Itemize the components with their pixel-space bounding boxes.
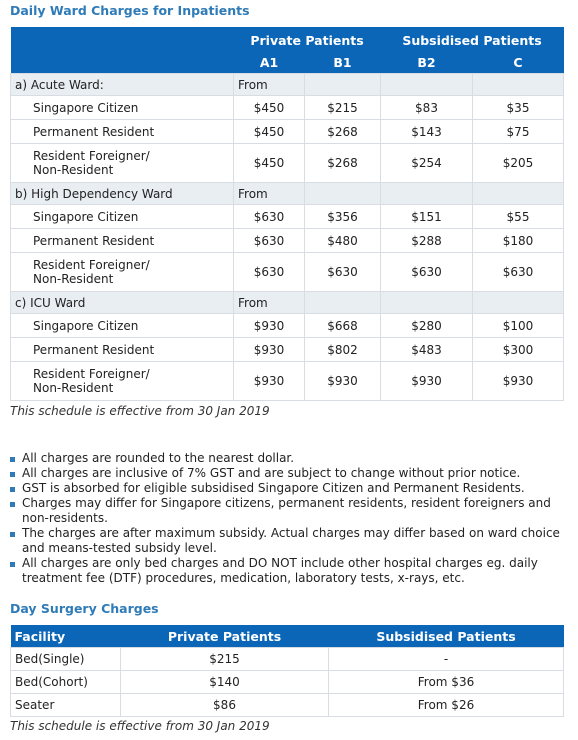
row-label: Permanent Resident (11, 338, 234, 362)
group-label: c) ICU Ward (11, 292, 234, 314)
square-bullet-icon (10, 472, 15, 477)
cell-subsidised: From $26 (329, 694, 564, 717)
table-row (11, 314, 564, 338)
table-row (11, 671, 564, 694)
row-label-line2: Non-Resident (33, 163, 114, 177)
row-label (11, 144, 234, 183)
group-label: a) Acute Ward: (11, 74, 234, 96)
cell-a1: $930 (234, 314, 305, 338)
list-item (10, 481, 570, 496)
square-bullet-icon (10, 532, 15, 537)
cell-a1: $930 (234, 362, 305, 401)
list-item (10, 526, 570, 556)
cell-facility: Bed(Single) (11, 648, 121, 671)
row-label: Singapore Citizen (11, 314, 234, 338)
row-label-line2: Non-Resident (33, 272, 114, 286)
cell-private: $86 (121, 694, 329, 717)
header-blank (11, 27, 234, 51)
note-text: All charges are rounded to the nearest dollar. (22, 451, 295, 465)
cell-b2: $254 (381, 144, 473, 183)
cell-private: $140 (121, 671, 329, 694)
group-row-high-dependency-ward (11, 183, 564, 205)
square-bullet-icon (10, 502, 15, 507)
cell-c: $630 (473, 253, 564, 292)
header-subsidised-patients: Subsidised Patients (402, 32, 542, 48)
group-from: From (234, 183, 305, 205)
cell-b1: $268 (305, 120, 381, 144)
cell-a1: $450 (234, 144, 305, 183)
notes-list (10, 451, 570, 586)
cell-b1: $356 (305, 205, 381, 229)
cell-a1: $930 (234, 338, 305, 362)
list-item (10, 496, 570, 526)
cell-a1: $630 (234, 253, 305, 292)
header-facility: Facility (14, 628, 66, 644)
row-label: Singapore Citizen (11, 205, 234, 229)
cell-c: $300 (473, 338, 564, 362)
cell-b1: $268 (305, 144, 381, 183)
square-bullet-icon (10, 562, 15, 567)
row-label-line2: Non-Resident (33, 381, 114, 395)
day-surgery-effective-date-note: This schedule is effective from 30 Jan 2019 (10, 719, 270, 733)
cell-facility: Seater (11, 694, 121, 717)
table-row (11, 694, 564, 717)
header-private-patients: Private Patients (250, 32, 364, 48)
table-row (11, 338, 564, 362)
header-class-c: C (513, 54, 523, 70)
group-row-acute-ward (11, 74, 564, 96)
day-surgery-title: Day Surgery Charges (10, 601, 159, 616)
cell-c: $205 (473, 144, 564, 183)
cell-b1: $802 (305, 338, 381, 362)
group-from: From (234, 292, 305, 314)
cell-c: $55 (473, 205, 564, 229)
list-item (10, 466, 570, 481)
row-label (11, 253, 234, 292)
cell-b2: $288 (381, 229, 473, 253)
cell-c: $35 (473, 96, 564, 120)
note-text: Charges may differ for Singapore citizens, permanent residents, resident foreigners and non-residents. (22, 496, 551, 525)
cell-b2: $83 (381, 96, 473, 120)
note-text: GST is absorbed for eligible subsidised Singapore Citizen and Permanent Residents. (22, 481, 525, 495)
cell-b2: $280 (381, 314, 473, 338)
table-row (11, 96, 564, 120)
ward-charges-title: Daily Ward Charges for Inpatients (10, 3, 250, 18)
cell-a1: $450 (234, 96, 305, 120)
note-text: The charges are after maximum subsidy. Actual charges may differ based on ward choice and means-tested subsidy level. (22, 526, 560, 555)
row-label: Singapore Citizen (11, 96, 234, 120)
table-row (11, 648, 564, 671)
row-label: Permanent Resident (11, 229, 234, 253)
cell-b2: $143 (381, 120, 473, 144)
cell-b1: $480 (305, 229, 381, 253)
table-row (11, 362, 564, 401)
list-item (10, 451, 570, 466)
note-text: All charges are inclusive of 7% GST and are subject to change without prior notice. (22, 466, 521, 480)
cell-c: $100 (473, 314, 564, 338)
group-row-icu-ward (11, 292, 564, 314)
note-text: All charges are only bed charges and DO NOT include other hospital charges eg. daily treatment fee (DTF) procedures, medication, laboratory tests, x-rays, etc. (22, 556, 538, 585)
row-label (11, 362, 234, 401)
list-item (10, 556, 570, 586)
header-class-b1: B1 (333, 54, 352, 70)
day-surgery-table (10, 625, 564, 717)
table-row (11, 253, 564, 292)
header-class-b2: B2 (417, 54, 436, 70)
row-label: Permanent Resident (11, 120, 234, 144)
cell-c: $930 (473, 362, 564, 401)
cell-c: $180 (473, 229, 564, 253)
cell-b2: $930 (381, 362, 473, 401)
cell-b1: $630 (305, 253, 381, 292)
header-class-a1: A1 (259, 54, 279, 70)
group-from: From (234, 74, 305, 96)
cell-c: $75 (473, 120, 564, 144)
ward-effective-date-note: This schedule is effective from 30 Jan 2019 (10, 404, 270, 418)
cell-a1: $630 (234, 229, 305, 253)
table-row (11, 229, 564, 253)
cell-b1: $215 (305, 96, 381, 120)
cell-a1: $630 (234, 205, 305, 229)
row-label-line1: Resident Foreigner/ (33, 258, 150, 272)
cell-b2: $151 (381, 205, 473, 229)
cell-subsidised: - (329, 648, 564, 671)
header-private-patients: Private Patients (167, 628, 282, 644)
group-label: b) High Dependency Ward (11, 183, 234, 205)
row-label-line1: Resident Foreigner/ (33, 367, 150, 381)
cell-private: $215 (121, 648, 329, 671)
table-row (11, 144, 564, 183)
cell-b1: $930 (305, 362, 381, 401)
table-row (11, 120, 564, 144)
row-label-line1: Resident Foreigner/ (33, 149, 150, 163)
cell-facility: Bed(Cohort) (11, 671, 121, 694)
square-bullet-icon (10, 487, 15, 492)
cell-b2: $630 (381, 253, 473, 292)
cell-b2: $483 (381, 338, 473, 362)
square-bullet-icon (10, 457, 15, 462)
table-row (11, 205, 564, 229)
cell-b1: $668 (305, 314, 381, 338)
cell-subsidised: From $36 (329, 671, 564, 694)
cell-a1: $450 (234, 120, 305, 144)
ward-charges-table (10, 27, 564, 401)
header-blank (11, 51, 234, 74)
header-subsidised-patients: Subsidised Patients (376, 628, 516, 644)
